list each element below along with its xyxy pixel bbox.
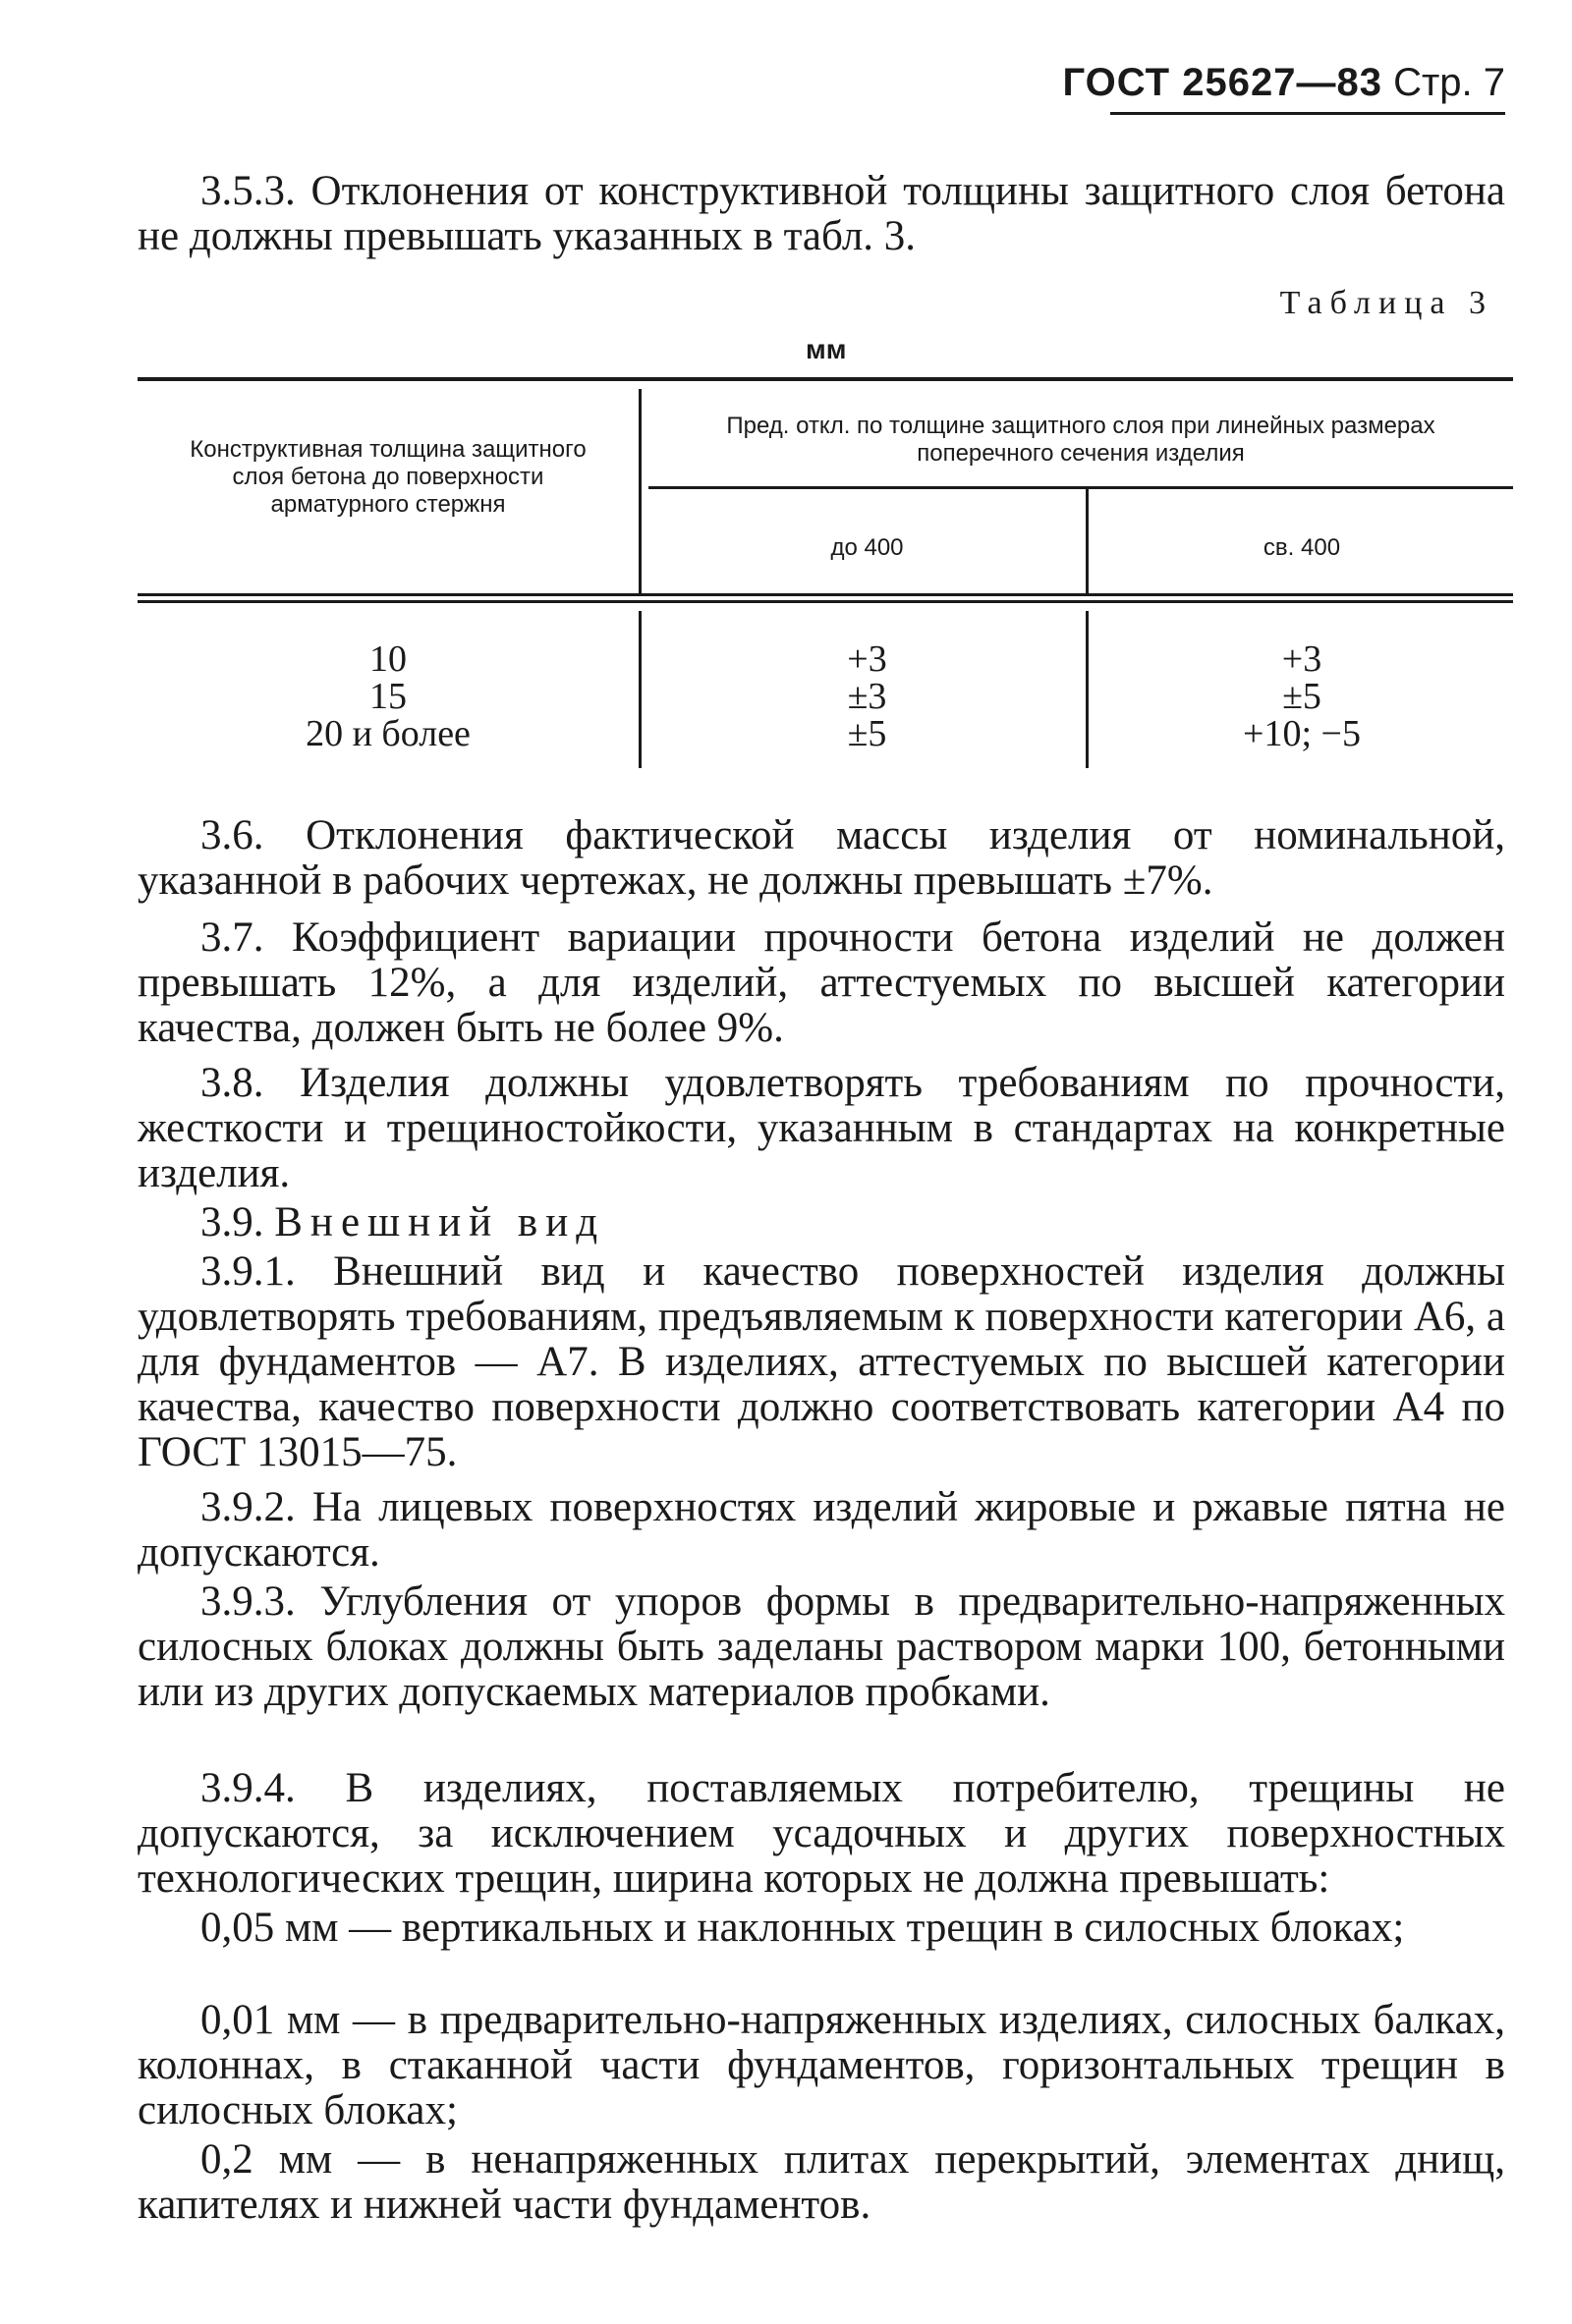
- table-vline-2: [1086, 489, 1089, 595]
- table-cell: +3: [847, 638, 887, 680]
- group-header: Пред. откл. по толщине защитного слоя при линейных размерах поперечного сечения изделия: [726, 413, 1435, 467]
- list-item-3: 0,2 мм — в ненапряженных плитах перекрытий, элементах днищ, капителях и нижней части фундаментов.: [138, 2136, 1505, 2228]
- paragraph-3-8: 3.8. Изделия должны удовлетворять требованиям по прочности, жесткости и трещиностойкости, указанным в стандартах на конкретные изделия.: [138, 1060, 1505, 1196]
- paragraph-3-9-3: 3.9.3. Углубления от упоров формы в предварительно-напряженных силосных блоках должны быть заделаны раствором марки 100, бетонными или из других допускаемых материалов пробками.: [138, 1578, 1505, 1715]
- paragraph-3-9-1: 3.9.1. Внешний вид и качество поверхностей изделия должны удовлетворять требованиям, предъявляемым к поверхности категории А6, а для фундаментов — А7. В изделиях, аттестуемых по высшей категории качества, качество поверхности должно соответствовать категории А4 по ГОСТ 13015—75.: [138, 1248, 1505, 1475]
- subheader-gt-400: св. 400: [1263, 534, 1341, 561]
- table-head-rule-2: [138, 600, 1513, 603]
- list-item-2: 0,01 мм — в предварительно-напряженных изделиях, силосных балках, колоннах, в стаканной части фундаментов, горизонтальных трещин в силосных блоках;: [138, 1997, 1505, 2133]
- table-cell: ±3: [847, 676, 887, 717]
- paragraph-3-5-3: 3.5.3. Отклонения от конструктивной толщины защитного слоя бетона не должны превышать указанных в табл. 3.: [138, 168, 1505, 259]
- table-cell: ±5: [847, 713, 887, 754]
- table-cell: ±5: [1282, 676, 1321, 717]
- table-title: Таблица 3: [1279, 285, 1493, 321]
- paragraph-3-9-2: 3.9.2. На лицевых поверхностях изделий жировые и ржавые пятна не допускаются.: [138, 1484, 1505, 1576]
- paragraph-3-7: 3.7. Коэффициент вариации прочности бетона изделий не должен превышать 12%, а для изделий, аттестуемых по высшей категории качества, должен быть не более 9%.: [138, 914, 1505, 1051]
- header-rule: [1110, 112, 1505, 115]
- col1-header: Конструктивная толщина защитного слоя бетона до поверхности арматурного стержня: [190, 436, 587, 518]
- section-3-9-heading: [138, 1200, 1505, 1245]
- paragraph-3-6: 3.6. Отклонения фактической массы изделия от номинальной, указанной в рабочих чертежах, не должны превышать ±7%.: [138, 812, 1505, 904]
- table-vline-3: [639, 611, 642, 768]
- section-number: 3.9.: [200, 1199, 264, 1245]
- table-unit: мм: [806, 334, 847, 364]
- table-vline-4: [1086, 611, 1089, 768]
- table-cell: +3: [1281, 638, 1322, 680]
- table-cell: 15: [369, 676, 407, 717]
- paragraph-3-9-4: 3.9.4. В изделиях, поставляемых потребителю, трещины не допускаются, за исключением усадочных и других поверхностных технологических трещин, ширина которых не должна превышать:: [138, 1765, 1505, 1902]
- table-group-rule: [648, 486, 1513, 489]
- table-vline-1: [639, 389, 642, 595]
- table-top-rule: [138, 377, 1513, 381]
- table-cell: +10; −5: [1243, 713, 1361, 754]
- section-title: Внешний вид: [274, 1199, 606, 1245]
- table-cell: 10: [369, 638, 407, 680]
- page-header: [1061, 61, 1505, 105]
- page-number: Стр. 7: [1393, 61, 1505, 104]
- list-item-1: 0,05 мм — вертикальных и наклонных трещин в силосных блоках;: [200, 1905, 1405, 1951]
- table-cell: 20 и более: [306, 713, 471, 754]
- subheader-le-400: до 400: [830, 534, 904, 561]
- standard-code: ГОСТ 25627—83: [1062, 61, 1382, 104]
- table-head-rule-1: [138, 593, 1513, 596]
